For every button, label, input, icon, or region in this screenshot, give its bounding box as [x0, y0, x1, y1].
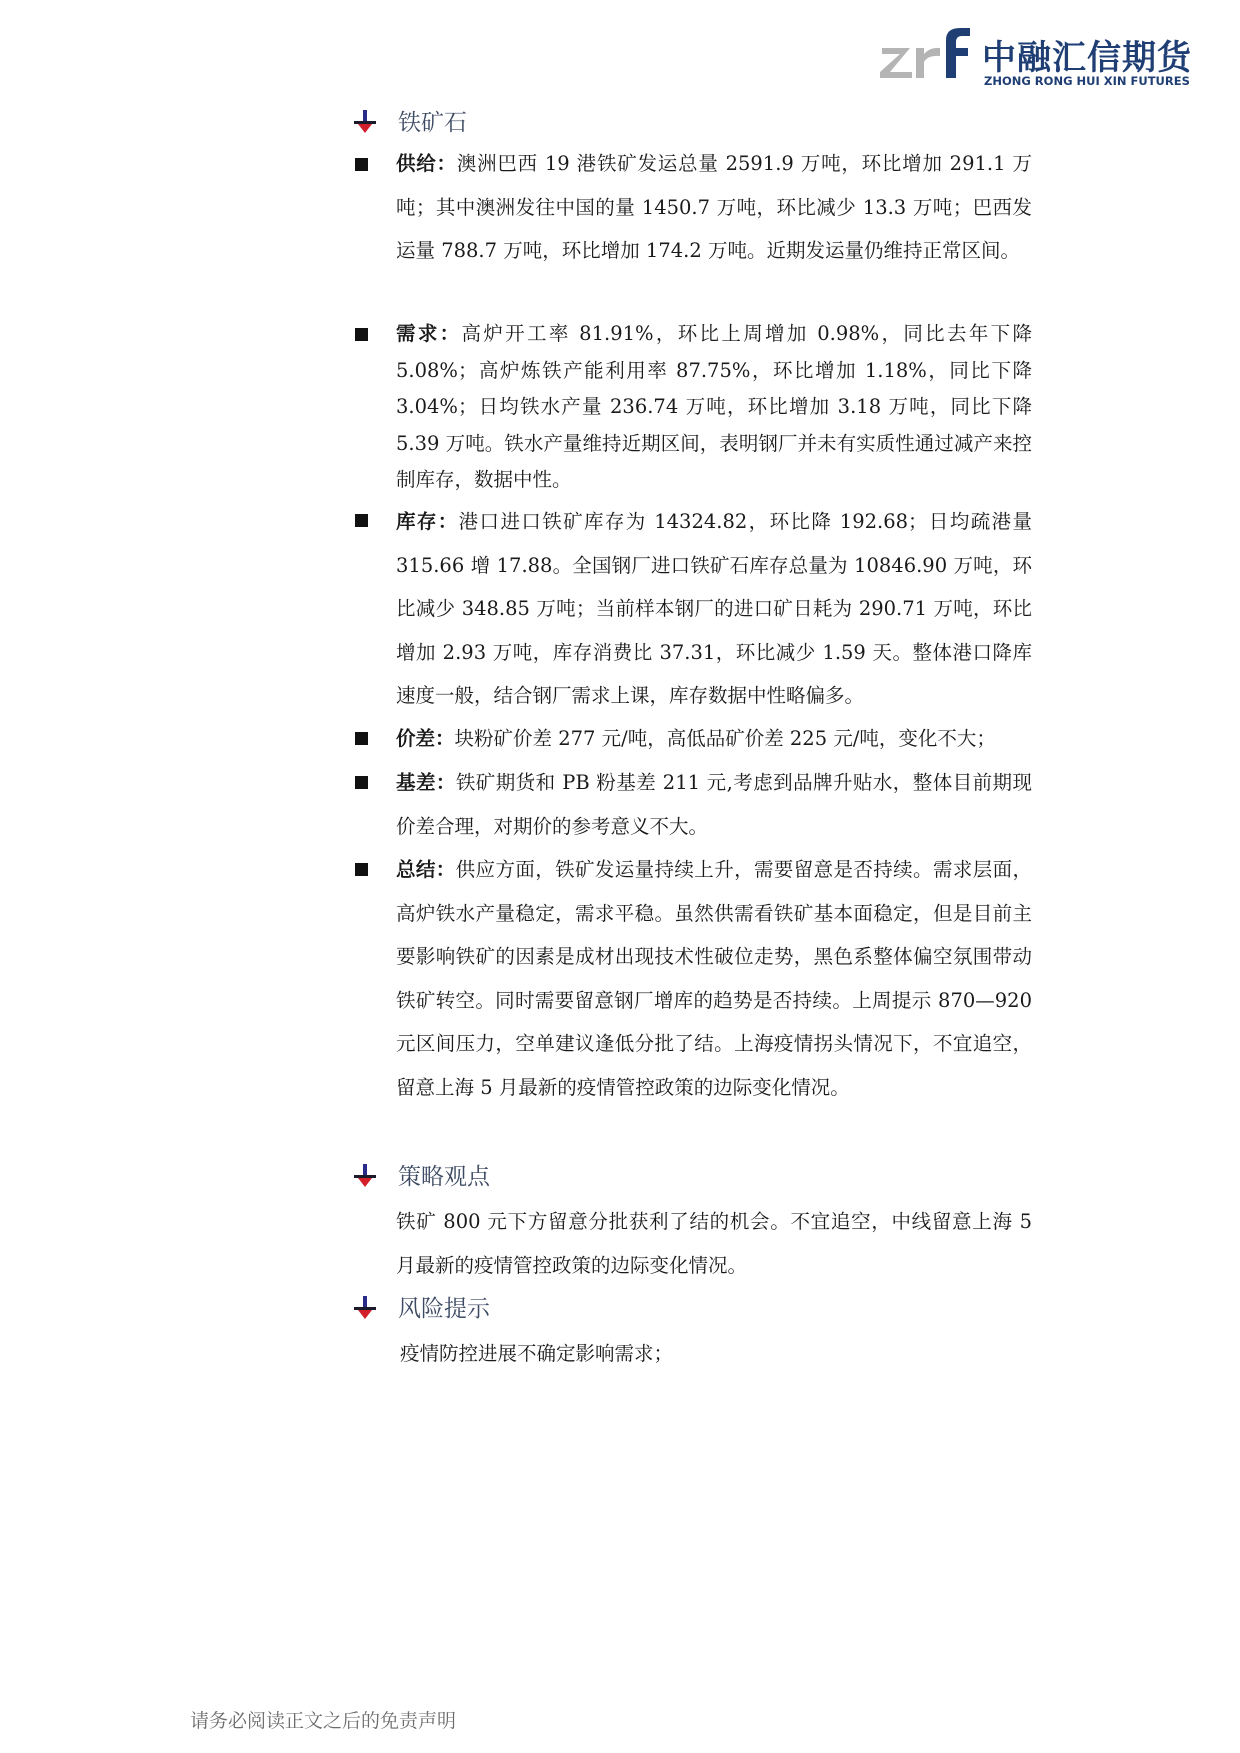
strategy-paragraph: 铁矿 800 元下方留意分批获利了结的机会。不宜追空，中线留意上海 5 月最新的疫情管控政策的边际变化情况。 [396, 1210, 1032, 1277]
item-body: 港口进口铁矿库存为 14324.82，环比降 192.68；日均疏港量 315.66 增 17.88。全国钢厂进口铁矿石库存总量为 10846.90 万吨，环比减少 348.85 万吨；当前样本钢厂的进口矿日耗为 290.71 万吨，环比增加 2.93 万吨，库存消费比 37.31，环比减少 1.59 天。整体港口降库速度一般，结合钢厂需求上课，库存数据中性略偏多。 [396, 510, 1032, 707]
item-label: 供给： [396, 152, 457, 175]
item-body: 块粉矿价差 277 元/吨，高低品矿价差 225 元/吨，变化不大； [454, 727, 996, 750]
item-label: 基差： [396, 771, 456, 794]
logo-chinese-name: 中融汇信期货 [982, 38, 1192, 78]
bullet-icon [355, 158, 368, 171]
item-label: 价差： [396, 727, 455, 750]
logo-english-name: ZHONG RONG HUI XIN FUTURES [984, 74, 1190, 88]
item-body: 供应方面，铁矿发运量持续上升，需要留意是否持续。需求层面，高炉铁水产量稳定，需求平稳。虽然供需看铁矿基本面稳定，但是目前主要影响铁矿的因素是成材出现技术性破位走势，黑色系整体偏空氛围带动铁矿转空。同时需要留意钢厂增库的趋势是否持续。上周提示 870—920 元区间压力，空单建议逢低分批了结。上海疫情拐头情况下，不宜追空，留意上海 5 月最新的疫情管控政策的边际变化情况。 [396, 858, 1032, 1099]
section-title: 风险提示 [398, 1296, 490, 1322]
item-text [396, 142, 1032, 273]
section-heading-risk [352, 1290, 490, 1323]
section-title: 铁矿石 [398, 110, 467, 136]
item-text [396, 761, 1032, 848]
logo-mark-icon [880, 26, 980, 88]
section-heading-strategy [352, 1158, 490, 1191]
section-heading-iron-ore [352, 104, 467, 137]
arrow-down-icon [352, 108, 378, 134]
disclaimer-footer: 请务必阅读正文之后的免责声明 [190, 1710, 457, 1732]
item-label: 总结： [396, 858, 456, 881]
section-title: 策略观点 [398, 1164, 490, 1190]
item-text [396, 717, 1032, 761]
company-logo [880, 26, 1192, 96]
item-body: 高炉开工率 81.91%，环比上周增加 0.98%，同比去年下降 5.08%；高炉炼铁产能利用率 87.75%，环比增加 1.18%，同比下降 3.04%；日均铁水产量 236.74 万吨，环比增加 3.18 万吨，同比下降 5.39 万吨。铁水产量维持近期区间，表明钢厂并未有实质性通过减产来控制库存，数据中性。 [396, 322, 1032, 491]
bullet-icon [355, 732, 368, 745]
item-text [396, 848, 1032, 1109]
bullet-icon [355, 863, 368, 876]
arrow-down-icon [352, 1162, 378, 1188]
item-text [396, 316, 1032, 499]
item-text [396, 500, 1032, 718]
bullet-icon [355, 776, 368, 789]
item-body: 澳洲巴西 19 港铁矿发运总量 2591.9 万吨，环比增加 291.1 万吨；其中澳洲发往中国的量 1450.7 万吨，环比减少 13.3 万吨；巴西发运量 788.7 万吨，环比增加 174.2 万吨。近期发运量仍维持正常区间。 [396, 152, 1032, 262]
bullet-icon [355, 514, 368, 527]
arrow-down-icon [352, 1294, 378, 1320]
bullet-icon [355, 328, 368, 341]
risk-paragraph: 疫情防控进展不确定影响需求； [400, 1342, 674, 1365]
item-label: 库存： [396, 510, 459, 533]
item-body: 铁矿期货和 PB 粉基差 211 元,考虑到品牌升贴水，整体目前期现价差合理，对期价的参考意义不大。 [396, 771, 1032, 838]
item-label: 需求： [396, 322, 462, 345]
